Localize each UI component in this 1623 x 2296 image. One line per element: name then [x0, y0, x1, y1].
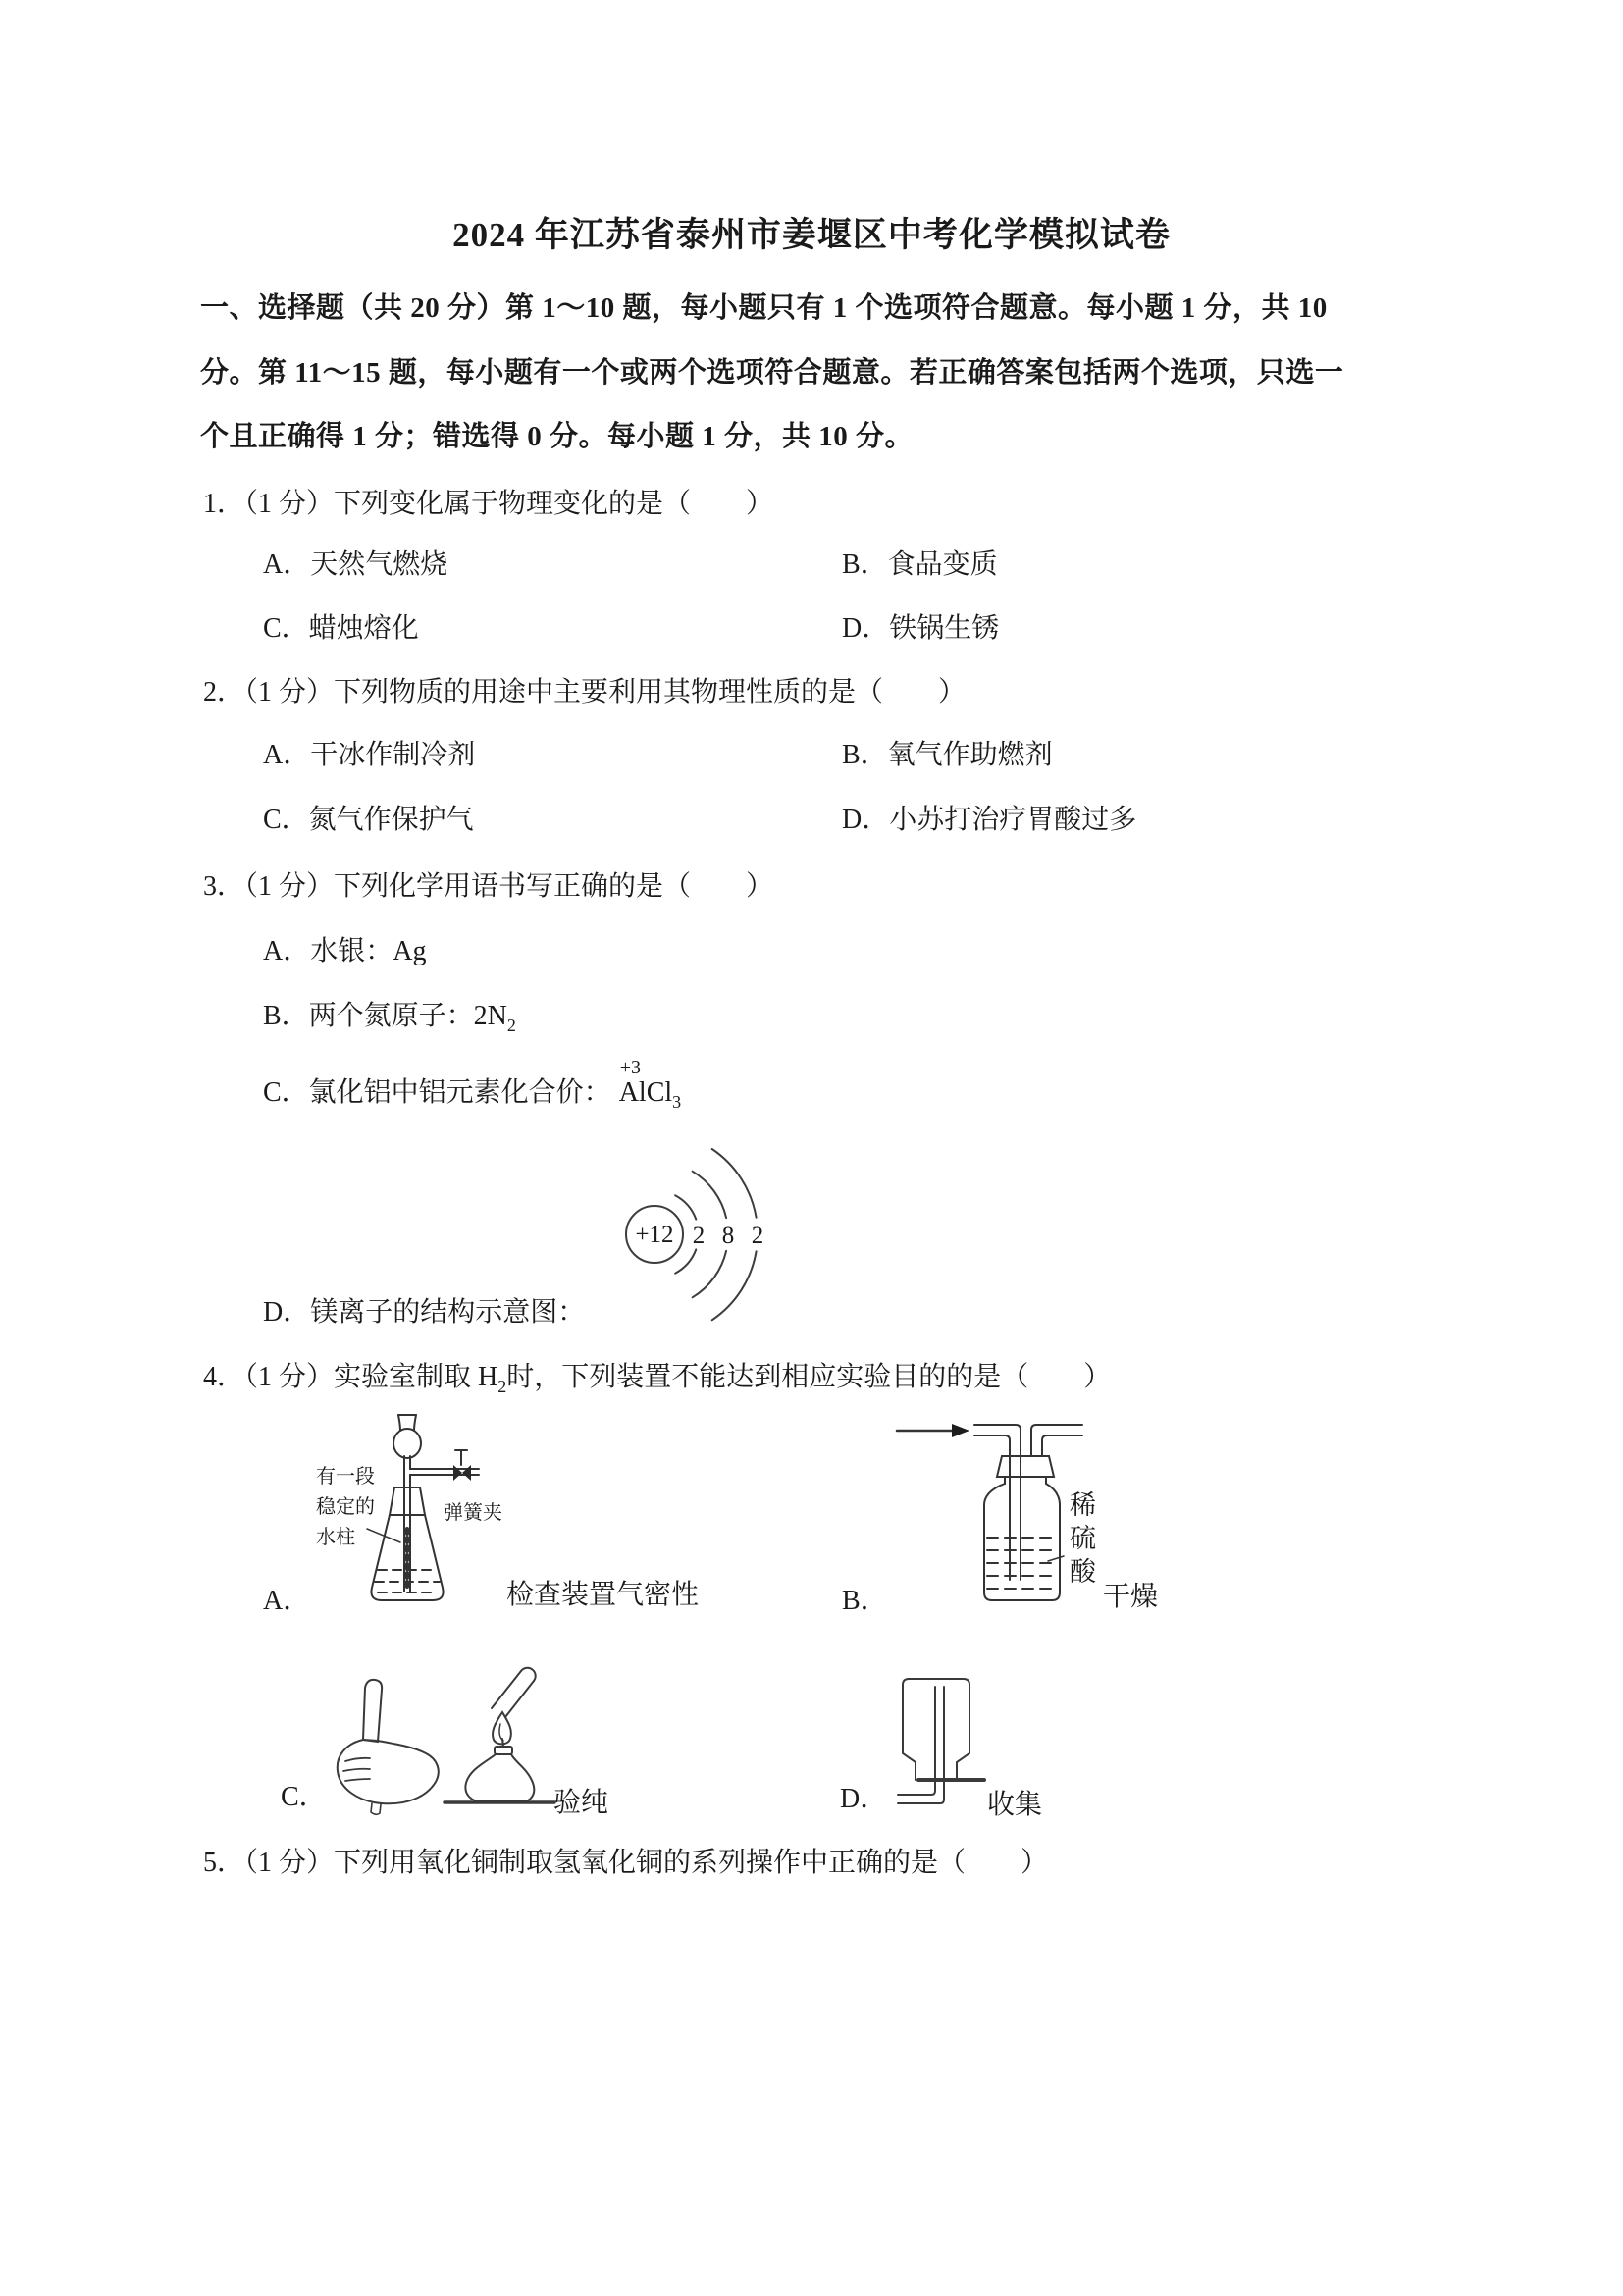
q3-option-c [263, 1057, 682, 1112]
knuckle-line-2 [343, 1769, 370, 1771]
reagent-char-3: 酸 [1070, 1557, 1096, 1587]
rubber-stopper [390, 1487, 425, 1515]
lamp-collar [495, 1747, 512, 1754]
gas-inlet-arrow-head [952, 1424, 969, 1437]
element-symbol: Al [618, 1077, 647, 1108]
q2-option-b: B．氧气作助燃剂 [842, 740, 1053, 770]
q3-option-d: D．镁离子的结构示意图： [263, 1297, 586, 1328]
intro-line-1: 一、选择题（共 20 分）第 1～10 题，每小题只有 1 个选项符合题意。每小题 1 分，共 10 [200, 292, 1328, 324]
inlet-tube-outer [974, 1425, 1021, 1580]
water-column-note [316, 1462, 375, 1553]
q3-option-b-subscript: 2 [506, 1016, 516, 1035]
q4-stem-text-a: 4．（1 分）实验室制取 H [203, 1362, 498, 1392]
chloride-symbol: Cl [646, 1077, 673, 1108]
funnel-neck-left [398, 1415, 400, 1431]
q4-stem-text-b: 时，下列装置不能达到相应实验目的的是（ ） [506, 1362, 1112, 1392]
device-a-label: A． [263, 1586, 311, 1616]
bottle-stopper [997, 1456, 1054, 1477]
reagent-char-2: 硫 [1070, 1524, 1096, 1553]
q1-option-c: C．蜡烛熔化 [263, 613, 419, 644]
device-d-label: D． [840, 1784, 888, 1814]
spring-clamp-label: 弹簧夹 [444, 1502, 502, 1524]
alcohol-lamp-body [465, 1754, 534, 1801]
chloride-subscript: 3 [672, 1092, 682, 1112]
device-a-caption: 检查装置气密性 [506, 1580, 700, 1610]
q3-option-b [263, 1003, 516, 1034]
funnel-neck-right [414, 1415, 416, 1431]
shell-1-lower-arc [675, 1249, 696, 1273]
q1-option-a: A．天然气燃烧 [263, 549, 448, 580]
clamp-jaw-left [453, 1465, 462, 1481]
shell-3-electrons: 2 [751, 1223, 764, 1249]
test-tube-mouth-stub [371, 1803, 381, 1814]
shell-3-lower-arc [712, 1251, 757, 1320]
shell-2-upper-arc [693, 1172, 727, 1218]
note-line-3: 水柱 [316, 1527, 355, 1548]
q3-option-b-text: B．两个氮原子：2N [263, 1001, 507, 1031]
dilute-sulfuric-acid-label [1070, 1488, 1096, 1589]
knuckle-line-3 [345, 1779, 370, 1781]
intro-line-3: 个且正确得 1 分；错选得 0 分。每小题 1 分，共 10 分。 [200, 421, 915, 452]
q1-stem: 1．（1 分）下列变化属于物理变化的是（ ） [203, 489, 774, 519]
q2-option-d: D．小苏打治疗胃酸过多 [842, 805, 1137, 835]
inlet-tube-inner [974, 1435, 1010, 1580]
thumb [363, 1680, 382, 1742]
device-b-label: B． [842, 1586, 888, 1616]
q3-option-a: A．水银：Ag [263, 936, 427, 966]
q2-option-c: C．氮气作保护气 [263, 805, 474, 835]
note-line-2: 稳定的 [316, 1496, 375, 1518]
shell-3-upper-arc [712, 1149, 757, 1218]
nucleus-charge: +12 [635, 1222, 674, 1248]
q3-option-c-text: C．氯化铝中铝元素化合价： [263, 1077, 611, 1108]
device-b-caption: 干燥 [1103, 1582, 1159, 1612]
shell-1-upper-arc [675, 1195, 696, 1219]
outlet-tube-outer [1031, 1425, 1082, 1456]
outlet-tube-inner [1042, 1435, 1082, 1456]
shell-2-electrons: 8 [721, 1223, 735, 1249]
fist [338, 1740, 439, 1803]
intro-line-2: 分。第 11～15 题，每小题有一个或两个选项符合题意。若正确答案包括两个选项，只选一 [200, 357, 1344, 389]
reagent-char-1: 稀 [1070, 1490, 1096, 1520]
reagent-leader-line [1048, 1556, 1064, 1561]
q5-stem: 5．（1 分）下列用氧化铜制取氢氧化铜的系列操作中正确的是（ ） [203, 1848, 1049, 1878]
wick [502, 1739, 503, 1747]
q2-option-a: A．干冰作制冷剂 [263, 740, 476, 770]
q3-stem: 3．（1 分）下列化学用语书写正确的是（ ） [203, 871, 774, 902]
shell-1-electrons: 2 [692, 1223, 706, 1249]
q4-stem-subscript: 2 [497, 1377, 507, 1396]
valence-value: +3 [619, 1057, 641, 1078]
q1-option-b: B．食品变质 [842, 549, 998, 580]
delivery-tube-inner [898, 1687, 944, 1803]
device-c-label: C． [281, 1782, 327, 1812]
device-c-caption: 验纯 [553, 1788, 609, 1818]
funnel-bulb [393, 1429, 421, 1458]
purity-test-diagram [319, 1663, 564, 1815]
device-d-caption: 收集 [987, 1790, 1043, 1820]
valence-notation [618, 1057, 647, 1108]
q4-stem [203, 1364, 1111, 1395]
page-title: 2024 年江苏省泰州市姜堰区中考化学模拟试卷 [452, 216, 1171, 254]
q1-option-d: D．铁锅生锈 [842, 613, 1000, 644]
q2-stem: 2．（1 分）下列物质的用途中主要利用其物理性质的是（ ） [203, 677, 967, 707]
knuckle-line-1 [345, 1758, 370, 1761]
clamp-jaw-right [462, 1465, 471, 1481]
shell-2-lower-arc [693, 1251, 727, 1297]
test-tube-rounded-end [521, 1668, 536, 1681]
note-line-1: 有一段 [316, 1466, 375, 1487]
drying-bottle-apparatus-diagram [883, 1413, 1094, 1614]
